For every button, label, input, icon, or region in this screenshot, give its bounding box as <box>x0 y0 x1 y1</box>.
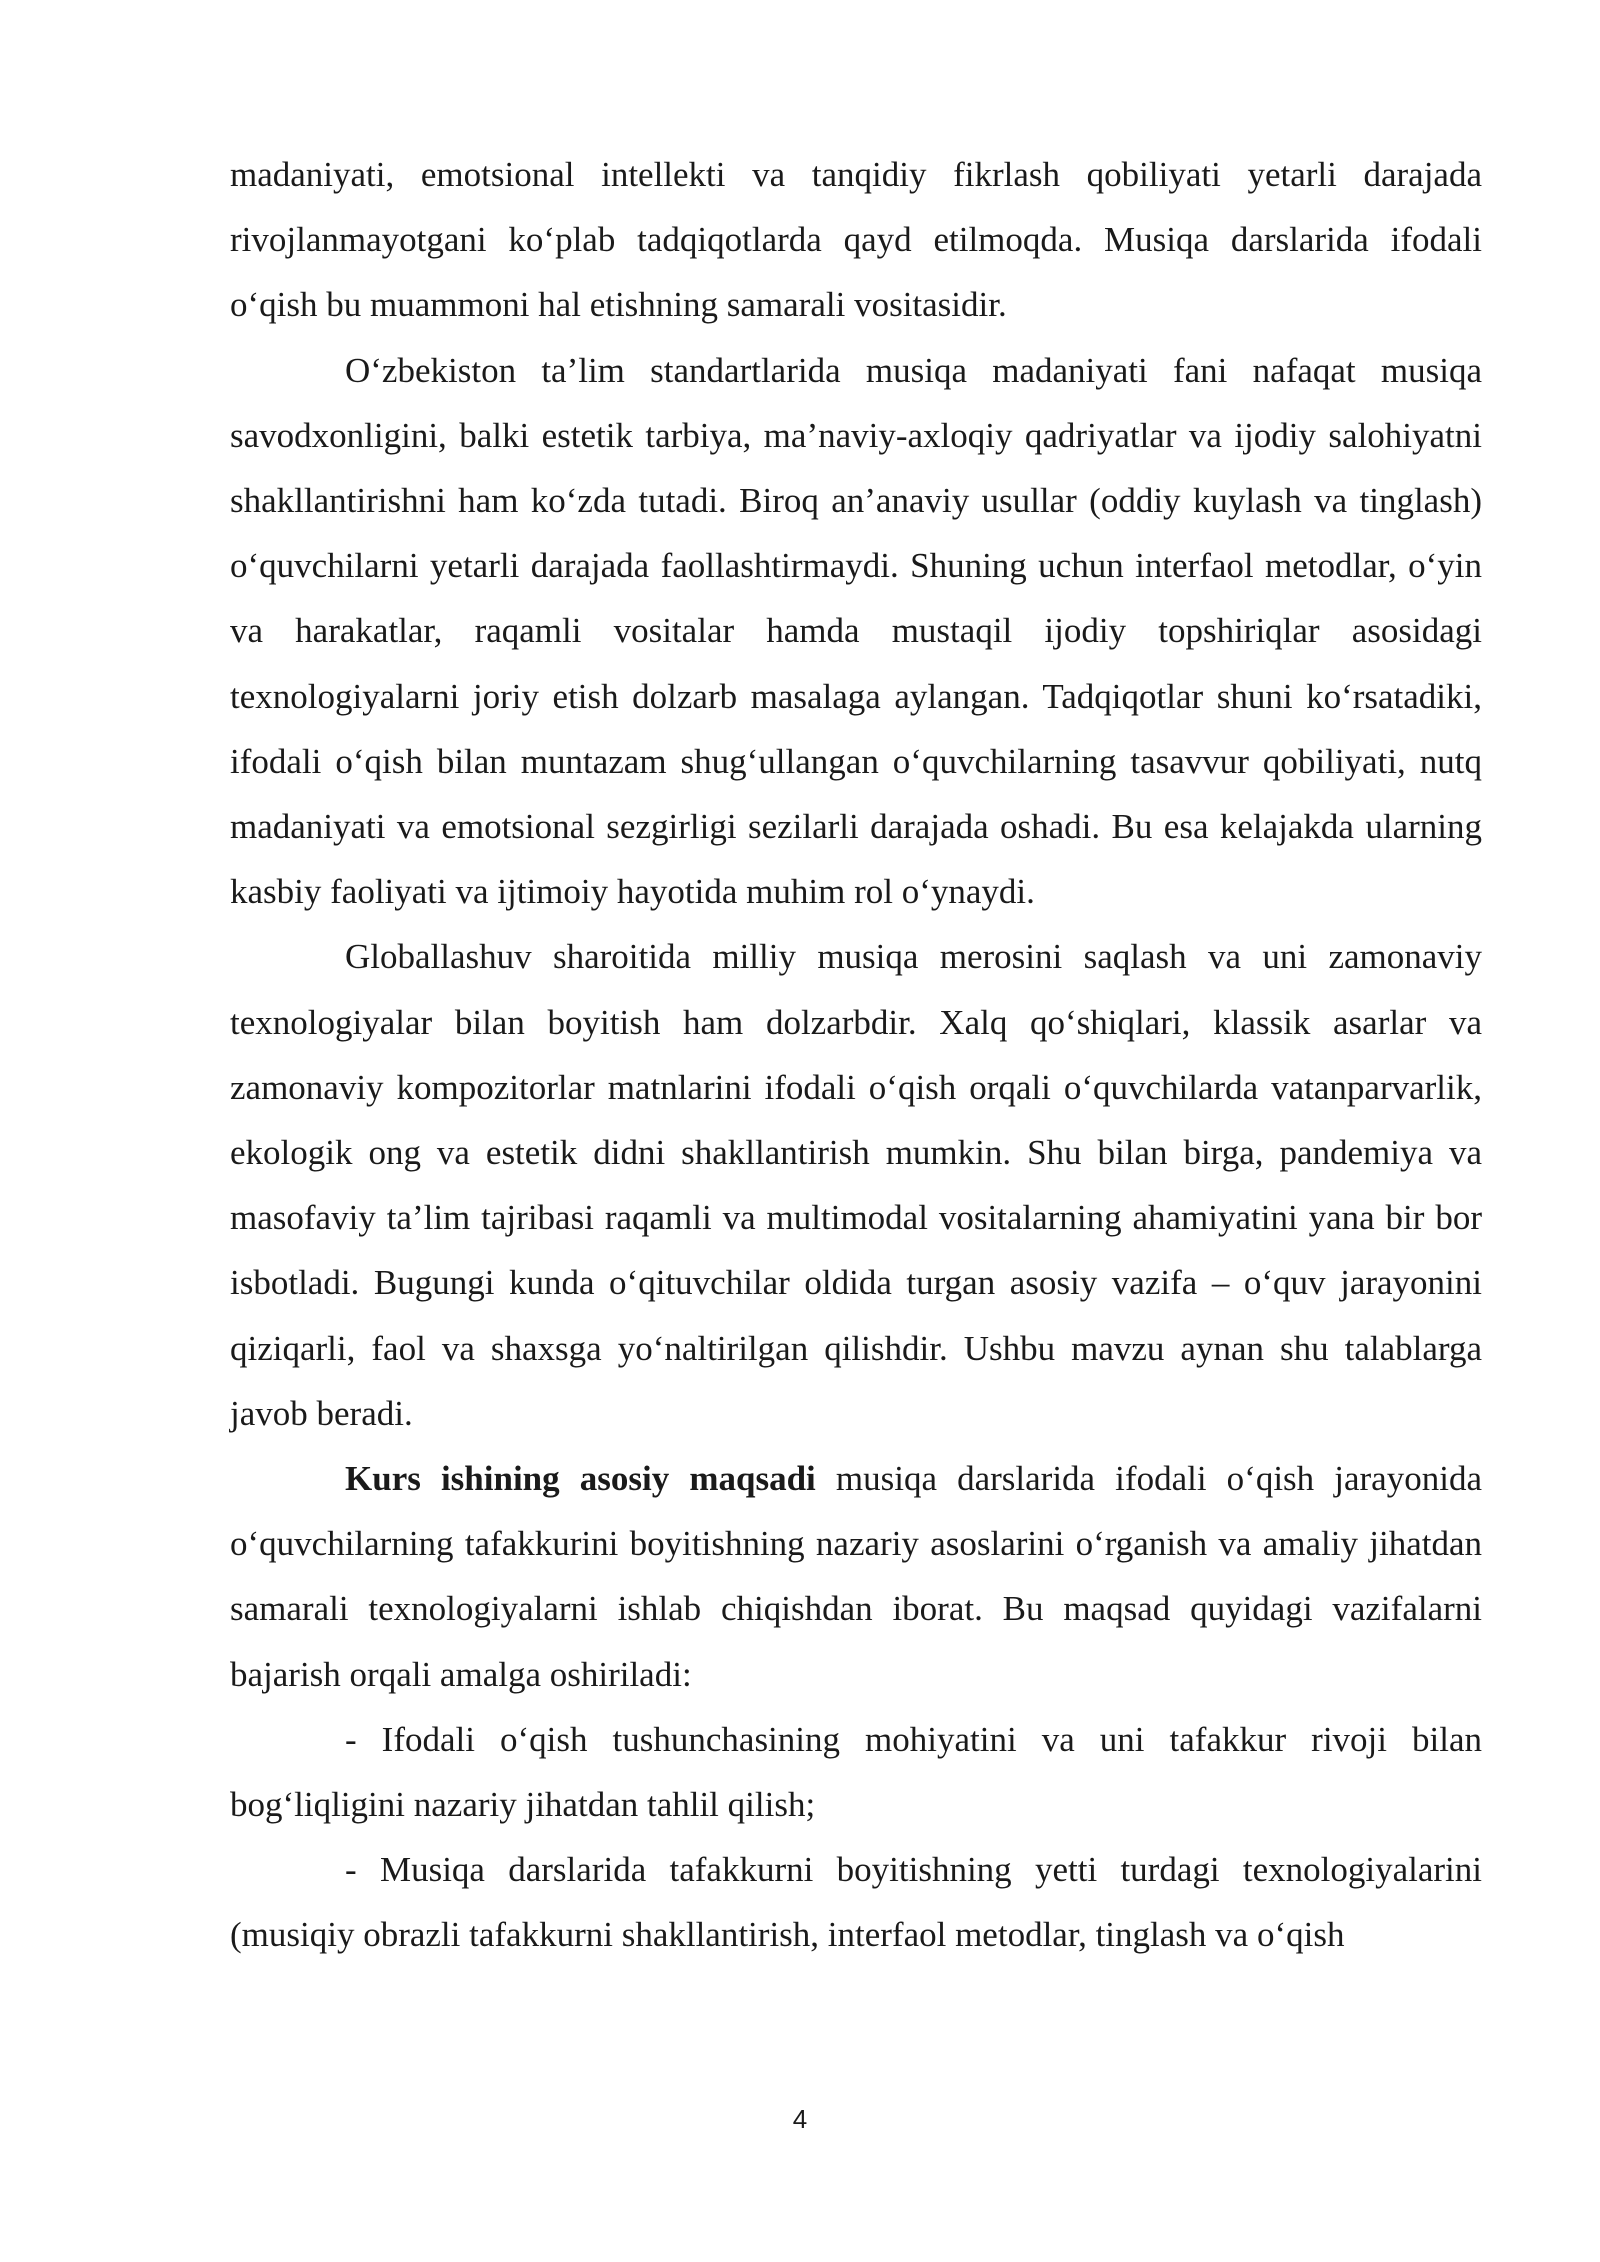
paragraph-1 <box>230 142 1482 338</box>
page-number: 4 <box>792 2104 808 2134</box>
list-item-2-text: - Musiqa darslarida tafakkurni boyitishning yetti turdagi texnologiyalarini (musiqiy obrazli tafakkurni shakllantirish, interfaol metodlar, tinglash va o‘qish <box>230 1850 1482 1955</box>
paragraph-1-text: madaniyati, emotsional intellekti va tanqidiy fikrlash qobiliyati yetarli darajada rivojlanmayotgani ko‘plab tadqiqotlarda qayd etilmoqda. Musiqa darslarida ifodali o‘qish bu muammoni hal etishning samarali vositasidir. <box>230 155 1482 325</box>
body-text <box>230 142 1482 1968</box>
paragraph-4-bold-lead: Kurs ishining asosiy maqsadi <box>345 1459 816 1499</box>
paragraph-3 <box>230 924 1482 1446</box>
paragraph-4 <box>230 1446 1482 1707</box>
paragraph-2-text: O‘zbekiston ta’lim standartlarida musiqa madaniyati fani nafaqat musiqa savodxonligini, balki estetik tarbiya, ma’naviy-axloqiy qadriyatlar va ijodiy salohiyatni shakllantirishni ham ko‘zda tutadi. Biroq an’anaviy usullar (oddiy kuylash va tinglash) o‘quvchilarni yetarli darajada faollashtirmaydi. Shuning uchun interfaol metodlar, o‘yin va harakatlar, raqamli vositalar hamda mustaqil ijodiy topshiriqlar asosidagi texnologiyalarni joriy etish dolzarb masalaga aylangan. Tadqiqotlar shuni ko‘rsatadiki, ifodali o‘qish bilan muntazam shug‘ullangan o‘quvchilarning tasavvur qobiliyati, nutq madaniyati va emotsional sezgirligi sezilarli darajada oshadi. Bu esa kelajakda ularning kasbiy faoliyati va ijtimoiy hayotida muhim rol o‘ynaydi. <box>230 350 1482 912</box>
list-item-2 <box>230 1837 1482 1967</box>
paragraph-2 <box>230 338 1482 925</box>
paragraph-4-text: musiqa darslarida ifodali o‘qish jarayonida o‘quvchilarning tafakkurini boyitishning nazariy asoslarini o‘rganish va amaliy jihatdan samarali texnologiyalarni ishlab chiqishdan iborat. Bu maqsad quyidagi vazifalarni bajarish orqali amalga oshiriladi: <box>230 1459 1482 1694</box>
paragraph-3-text: Globallashuv sharoitida milliy musiqa merosini saqlash va uni zamonaviy texnologiyalar bilan boyitish ham dolzarbdir. Xalq qo‘shiqlari, klassik asarlar va zamonaviy kompozitorlar matnlarini ifodali o‘qish orqali o‘quvchilarda vatanparvarlik, ekologik ong va estetik didni shakllantirish mumkin. Shu bilan birga, pandemiya va masofaviy ta’lim tajribasi raqamli va multimodal vositalarning ahamiyatini yana bir bor isbotladi. Bugungi kunda o‘qituvchilar oldida turgan asosiy vazifa – o‘quv jarayonini qiziqarli, faol va shaxsga yo‘naltirilgan qilishdir. Ushbu mavzu aynan shu talablarga javob beradi. <box>230 937 1482 1433</box>
list-item-1 <box>230 1707 1482 1837</box>
list-item-1-text: - Ifodali o‘qish tushunchasining mohiyatini va uni tafakkur rivoji bilan bog‘liqligini nazariy jihatdan tahlil qilish; <box>230 1719 1482 1825</box>
